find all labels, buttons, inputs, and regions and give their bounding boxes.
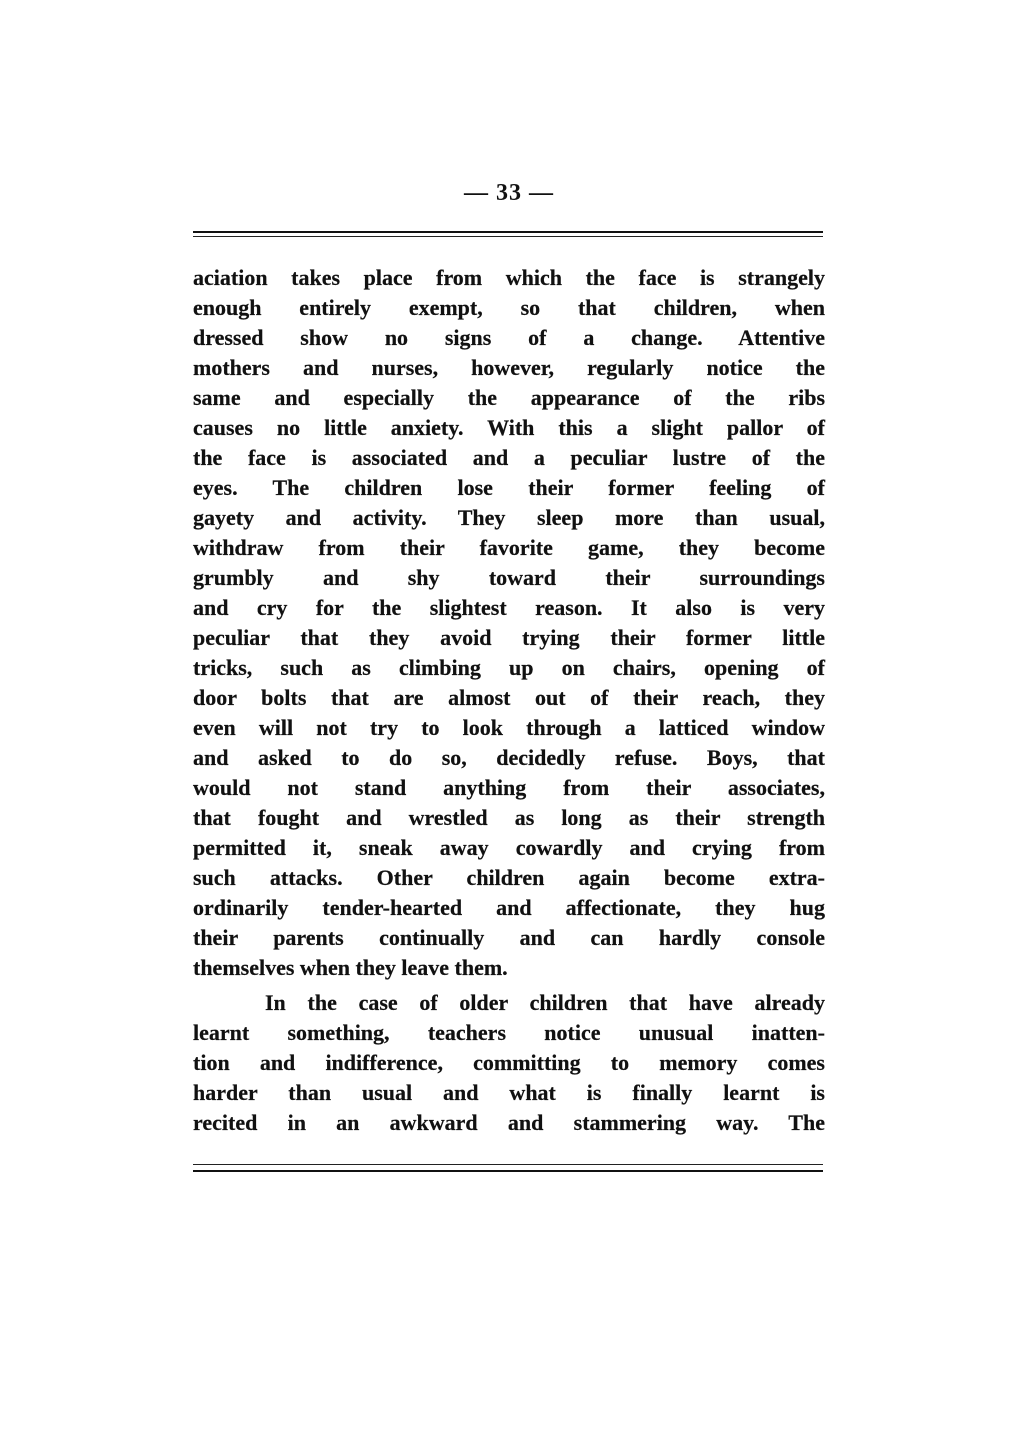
paragraph [193,988,825,1138]
text-line: even will not try to look through a latticed window [193,715,825,740]
text-line: and cry for the slightest reason. It also is very [193,595,825,620]
paragraph [193,263,825,983]
text-line: mothers and nurses, however, regularly notice the [193,355,825,380]
text-line: and asked to do so, decidedly refuse. Boys, that [193,745,825,770]
footer-rule-thin [193,1164,823,1165]
text-line: ordinarily tender-hearted and affectionate, they hug [193,895,825,920]
text-line: same and especially the appearance of the ribs [193,385,825,410]
header-rule-thin [193,236,823,237]
text-line: recited in an awkward and stammering way. The [193,1110,825,1135]
text-line: that fought and wrestled as long as their strength [193,805,825,830]
text-line: permitted it, sneak away cowardly and crying from [193,835,825,860]
text-line: tion and indifference, committing to memory comes [193,1050,825,1075]
text-line: such attacks. Other children again become extra- [193,865,825,890]
text-line: withdraw from their favorite game, they become [193,535,825,560]
text-line: grumbly and shy toward their surroundings [193,565,825,590]
text-line: eyes. The children lose their former feeling of [193,475,825,500]
text-line: harder than usual and what is finally learnt is [193,1080,825,1105]
text-line: would not stand anything from their associates, [193,775,825,800]
text-line: dressed show no signs of a change. Attentive [193,325,825,350]
page-number: — 33 — [464,180,554,206]
text-line: learnt something, teachers notice unusual inatten- [193,1020,825,1045]
text-line: gayety and activity. They sleep more than usual, [193,505,825,530]
text-line: tricks, such as climbing up on chairs, opening of [193,655,825,680]
text-line: the face is associated and a peculiar lustre of the [193,445,825,470]
footer-rule [193,1170,823,1172]
text-line: In the case of older children that have already [265,990,825,1015]
text-line: themselves when they leave them. [193,955,508,980]
text-line: door bolts that are almost out of their reach, they [193,685,825,710]
body-text [193,263,825,1138]
text-line: causes no little anxiety. With this a slight pallor of [193,415,825,440]
text-line: peculiar that they avoid trying their former little [193,625,825,650]
text-line: enough entirely exempt, so that children, when [193,295,825,320]
text-line: their parents continually and can hardly console [193,925,825,950]
header-rule [193,231,823,233]
text-line: aciation takes place from which the face is strangely [193,265,825,290]
